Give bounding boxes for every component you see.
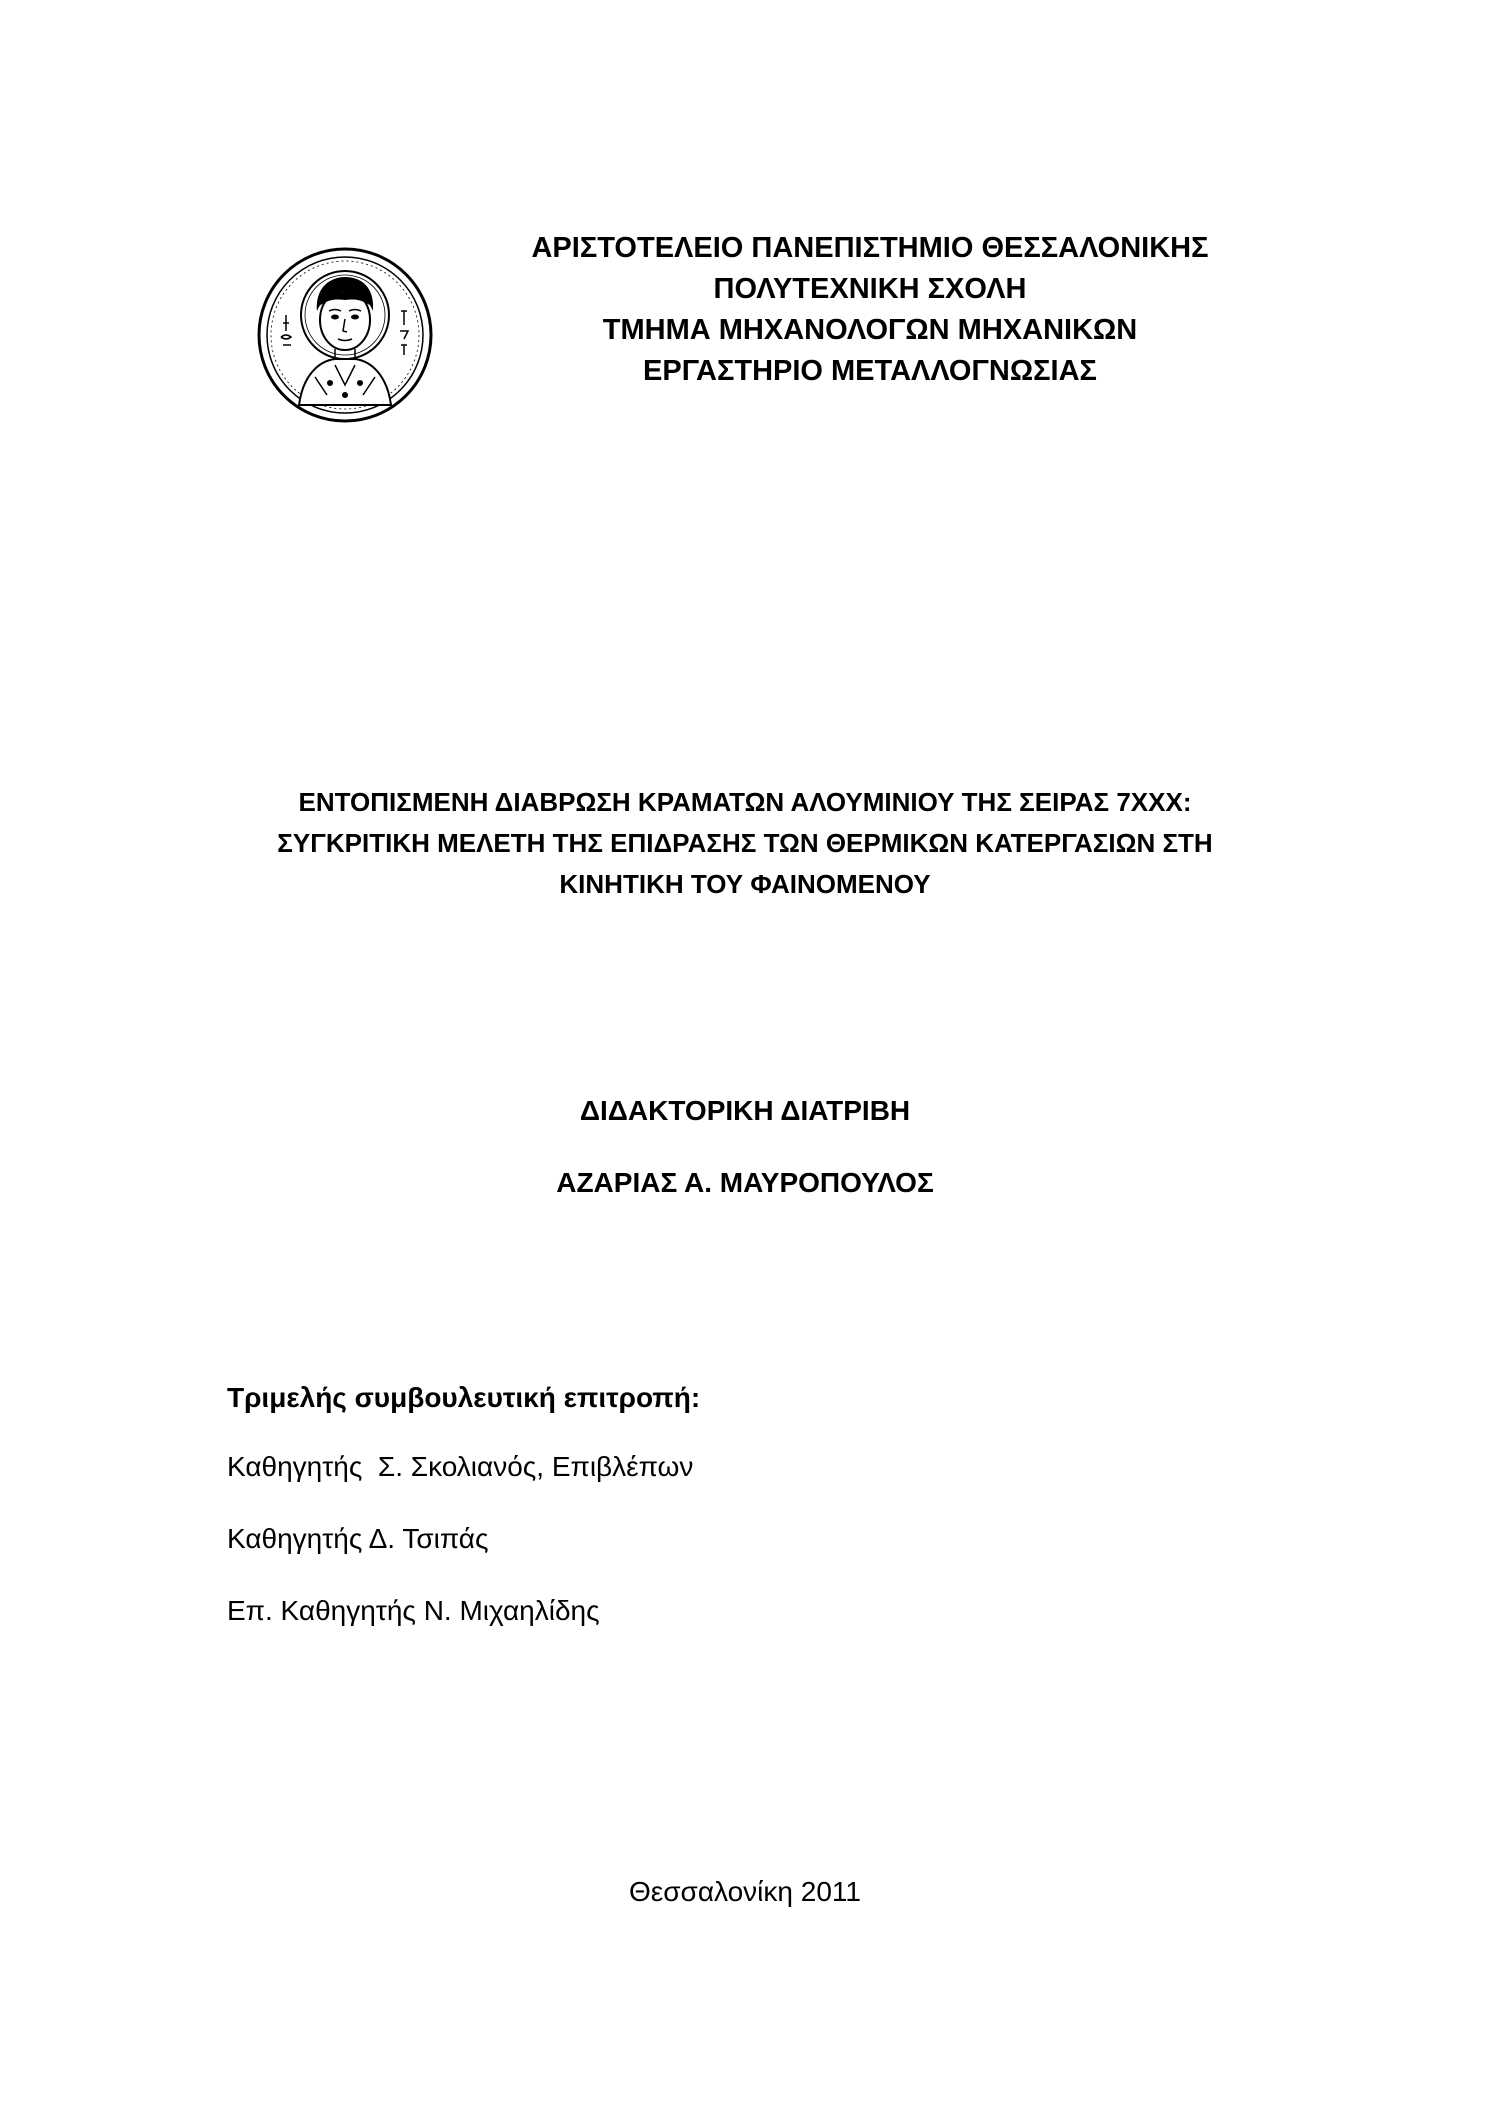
university-name: ΑΡΙΣΤΟΤΕΛΕΙΟ ΠΑΝΕΠΙΣΤΗΜΙΟ ΘΕΣΣΑΛΟΝΙΚΗΣ [531,232,1209,264]
university-seal-icon [255,245,435,425]
school-name: ΠΟΛΥΤΕΧΝΙΚΗ ΣΧΟΛΗ [713,273,1027,305]
thesis-title [190,782,1300,905]
committee-member: Επ. Καθηγητής Ν. Μιχαηλίδης [227,1595,600,1626]
title-line: ΚΙΝΗΤΙΚΗ ΤΟΥ ΦΑΙΝΟΜΕΝΟΥ [559,869,931,899]
committee-member: Καθηγητής Σ. Σκολιανός, Επιβλέπων [227,1451,694,1482]
author-name: ΑΖΑΡΙΑΣ Α. ΜΑΥΡΟΠΟΥΛΟΣ [556,1167,934,1198]
advisory-committee [227,1378,1127,1663]
laboratory-name: ΕΡΓΑΣΤΗΡΙΟ ΜΕΤΑΛΛΟΓΝΩΣΙΑΣ [643,355,1097,387]
committee-member: Καθηγητής Δ. Τσιπάς [227,1523,489,1554]
thesis-type: ΔΙΔΑΚΤΟΡΙΚΗ ΔΙΑΤΡΙΒΗ [579,1095,911,1126]
institution-header [480,228,1260,392]
committee-heading: Τριμελής συμβουλευτική επιτροπή: [227,1382,701,1413]
title-line: ΣΥΓΚΡΙΤΙΚΗ ΜΕΛΕΤΗ ΤΗΣ ΕΠΙΔΡΑΣΗΣ ΤΩΝ ΘΕΡΜΙΚΩΝ ΚΑΤΕΡΓΑΣΙΩΝ ΣΤΗ [277,828,1213,858]
department-name: ΤΜΗΜΑ ΜΗΧΑΝΟΛΟΓΩΝ ΜΗΧΑΝΙΚΩΝ [602,314,1138,346]
title-line: ΕΝΤΟΠΙΣΜΕΝΗ ΔΙΑΒΡΩΣΗ ΚΡΑΜΑΤΩΝ ΑΛΟΥΜΙΝΙΟΥ ΤΗΣ ΣΕΙΡΑΣ 7ΧΧΧ: [298,787,1192,817]
place-and-year: Θεσσαλονίκη 2011 [629,1876,861,1907]
